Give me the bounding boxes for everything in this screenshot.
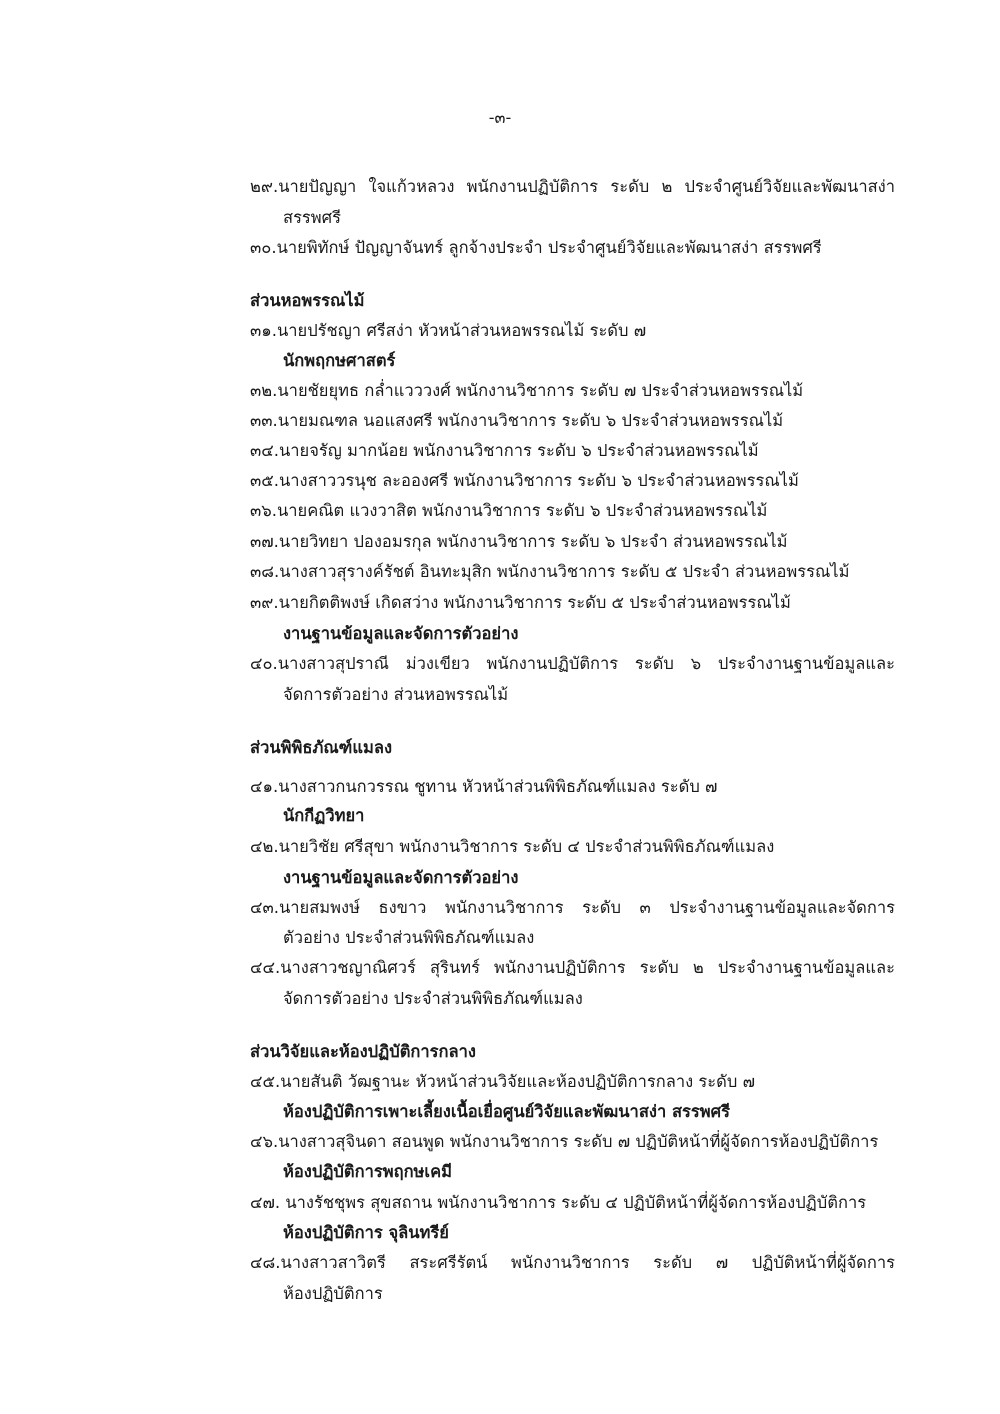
entry-47: ๔๗. นางรัชชุพร สุขสถาน พนักงานวิชาการ ระดับ ๔ ปฏิบัติหน้าที่ผู้จัดการห้องปฏิบัติการ [250, 1193, 867, 1212]
entry-29-cont: สรรพศรี [283, 208, 342, 227]
entry-46: ๔๖.นางสาวสุจินดา สอนพูด พนักงานวิชาการ ระดับ ๗ ปฏิบัติหน้าที่ผู้จัดการห้องปฏิบัติการ [250, 1132, 879, 1151]
entry-45: ๔๕.นายสันติ วัฒฐานะ หัวหน้าส่วนวิจัยและห้องปฏิบัติการกลาง ระดับ ๗ [250, 1072, 755, 1091]
entry-36: ๓๖.นายคณิต แวงวาสิต พนักงานวิชาการ ระดับ ๖ ประจำส่วนหอพรรณไม้ [250, 501, 768, 520]
entry-31: ๓๑.นายปรัชญา ศรีสง่า หัวหน้าส่วนหอพรรณไม้ ระดับ ๗ [250, 321, 647, 340]
subheading-phytochemistry-lab: ห้องปฏิบัติการพฤกษเคมี [283, 1162, 452, 1181]
entry-48: ๔๘.นางสาวสาวิตรี สระศรีรัตน์ พนักงานวิชาการ ระดับ ๗ ปฏิบัติหน้าที่ผู้จัดการ [250, 1253, 895, 1272]
entry-38: ๓๘.นางสาวสุรางค์รัชต์ อินทะมุสิก พนักงานวิชาการ ระดับ ๕ ประจำ ส่วนหอพรรณไม้ [250, 562, 850, 581]
page-number: -๓- [488, 108, 512, 127]
subheading-database-2: งานฐานข้อมูลและจัดการตัวอย่าง [283, 868, 519, 887]
entry-33: ๓๓.นายมณฑล นอแสงศรี พนักงานวิชาการ ระดับ ๖ ประจำส่วนหอพรรณไม้ [250, 411, 784, 430]
entry-39: ๓๙.นายกิตติพงษ์ เกิดสว่าง พนักงานวิชาการ ระดับ ๕ ประจำส่วนหอพรรณไม้ [250, 593, 791, 612]
entry-42: ๔๒.นายวิชัย ศรีสุขา พนักงานวิชาการ ระดับ ๔ ประจำส่วนพิพิธภัณฑ์แมลง [250, 837, 775, 856]
section-heading-research-lab: ส่วนวิจัยและห้องปฏิบัติการกลาง [250, 1042, 476, 1061]
entry-32: ๓๒.นายชัยยุทธ กล่ำแวววงศ์ พนักงานวิชาการ ระดับ ๗ ประจำส่วนหอพรรณไม้ [250, 381, 804, 400]
entry-44: ๔๔.นางสาวชญาณิศวร์ สุรินทร์ พนักงานปฏิบัติการ ระดับ ๒ ประจำงานฐานข้อมูลและ [250, 958, 895, 977]
subheading-database-1: งานฐานข้อมูลและจัดการตัวอย่าง [283, 624, 519, 643]
entry-30: ๓๐.นายพิทักษ์ ปัญญาจันทร์ ลูกจ้างประจำ ประจำศูนย์วิจัยและพัฒนาสง่า สรรพศรี [250, 238, 822, 257]
entry-43-cont: ตัวอย่าง ประจำส่วนพิพิธภัณฑ์แมลง [283, 928, 535, 947]
entry-41: ๔๑.นางสาวกนกวรรณ ชูทาน หัวหน้าส่วนพิพิธภัณฑ์แมลง ระดับ ๗ [250, 777, 718, 796]
subheading-microbiology-lab: ห้องปฏิบัติการ จุลินทรีย์ [283, 1223, 449, 1242]
entry-40: ๔๐.นางสาวสุปราณี ม่วงเขียว พนักงานปฏิบัติการ ระดับ ๖ ประจำงานฐานข้อมูลและ [250, 654, 895, 673]
entry-40-cont: จัดการตัวอย่าง ส่วนหอพรรณไม้ [283, 685, 509, 704]
subheading-entomology: นักกีฏวิทยา [283, 806, 365, 825]
entry-29: ๒๙.นายปัญญา ใจแก้วหลวง พนักงานปฏิบัติการ ระดับ ๒ ประจำศูนย์วิจัยและพัฒนาสง่า [250, 177, 895, 196]
subheading-tissue-culture-lab: ห้องปฏิบัติการเพาะเลี้ยงเนื้อเยื่อศูนย์วิจัยและพัฒนาสง่า สรรพศรี [283, 1102, 730, 1121]
section-heading-insect-museum: ส่วนพิพิธภัณฑ์แมลง [250, 738, 392, 757]
subheading-botanist: นักพฤกษศาสตร์ [283, 351, 396, 370]
entry-48-cont: ห้องปฏิบัติการ [283, 1284, 383, 1303]
entry-37: ๓๗.นายวิทยา ปองอมรกุล พนักงานวิชาการ ระดับ ๖ ประจำ ส่วนหอพรรณไม้ [250, 532, 788, 551]
entry-35: ๓๕.นางสาววรนุช ละอองศรี พนักงานวิชาการ ระดับ ๖ ประจำส่วนหอพรรณไม้ [250, 471, 799, 490]
entry-34: ๓๔.นายจรัญ มากน้อย พนักงานวิชาการ ระดับ ๖ ประจำส่วนหอพรรณไม้ [250, 441, 759, 460]
section-heading-herbarium: ส่วนหอพรรณไม้ [250, 291, 365, 310]
entry-44-cont: จัดการตัวอย่าง ประจำส่วนพิพิธภัณฑ์แมลง [283, 989, 583, 1008]
entry-43: ๔๓.นายสมพงษ์ ธงขาว พนักงานวิชาการ ระดับ ๓ ประจำงานฐานข้อมูลและจัดการ [250, 898, 895, 917]
